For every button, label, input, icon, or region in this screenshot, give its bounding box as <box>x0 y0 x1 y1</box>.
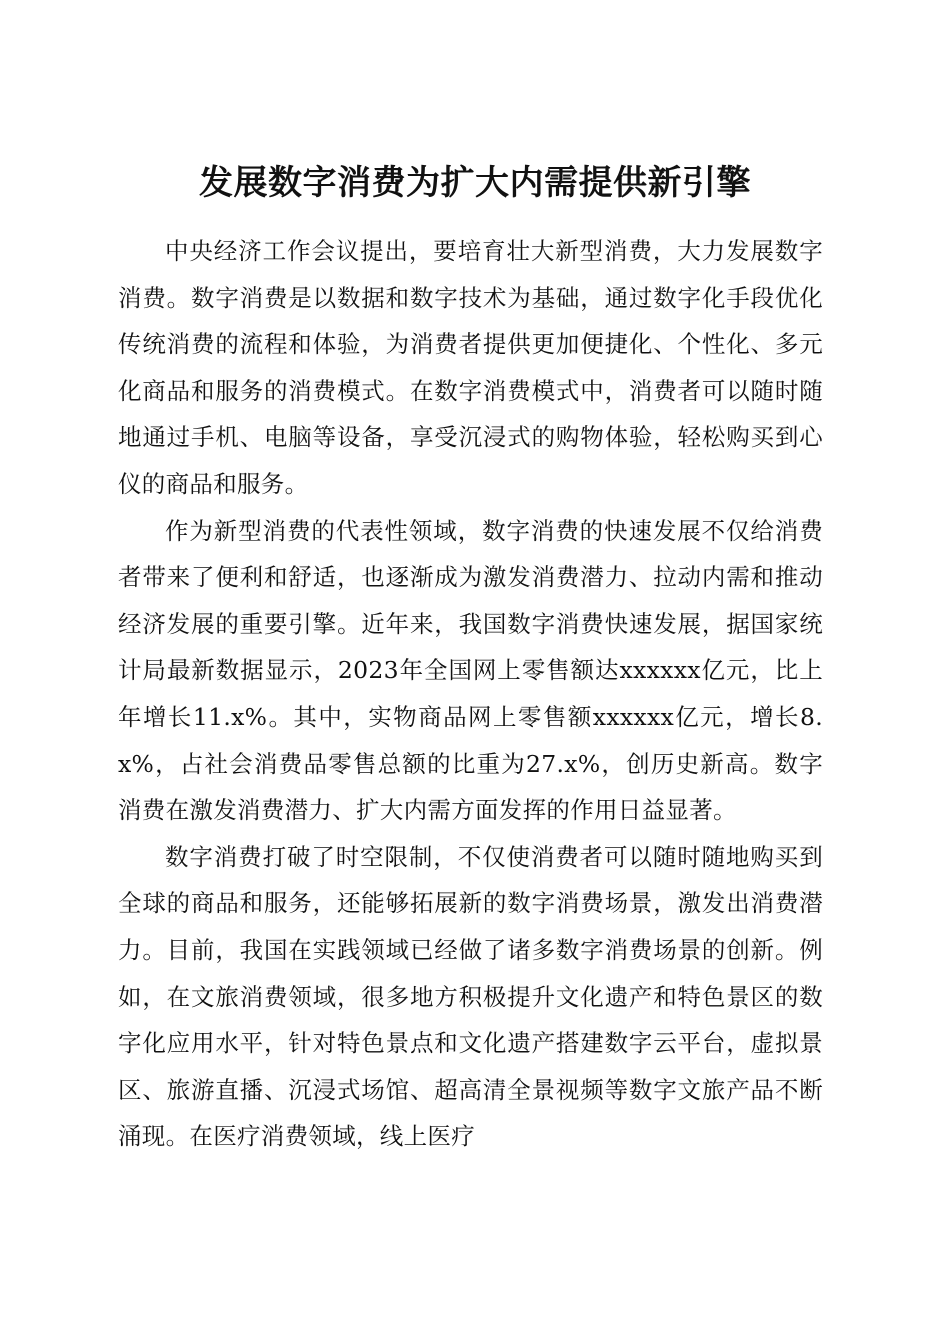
document-title: 发展数字消费为扩大内需提供新引擎 <box>199 162 751 203</box>
document-body <box>118 228 823 1160</box>
paragraph-3: 数字消费打破了时空限制，不仅使消费者可以随时随地购买到全球的商品和服务，还能够拓展新的数字消费场景，激发出消费潜力。目前，我国在实践领域已经做了诸多数字消费场景的创新。例如，在文旅消费领域，很多地方积极提升文化遗产和特色景区的数字化应用水平，针对特色景点和文化遗产搭建数字云平台，虚拟景区、旅游直播、沉浸式场馆、超高清全景视频等数字文旅产品不断涌现。在医疗消费领域，线上医疗 <box>118 842 823 1151</box>
paragraph-2: 作为新型消费的代表性领域，数字消费的快速发展不仅给消费者带来了便利和舒适，也逐渐成为激发消费潜力、拉动内需和推动经济发展的重要引擎。近年来，我国数字消费快速发展，据国家统计局最新数据显示，2023年全国网上零售额达xxxxxx亿元，比上年增长11.x%。其中，实物商品网上零售额xxxxxx亿元，增长8.x%，占社会消费品零售总额的比重为27.x%，创历史新高。数字消费在激发消费潜力、扩大内需方面发挥的作用日益显著。 <box>118 516 823 825</box>
paragraph-1: 中央经济工作会议提出，要培育壮大新型消费，大力发展数字消费。数字消费是以数据和数字技术为基础，通过数字化手段优化传统消费的流程和体验，为消费者提供更加便捷化、个性化、多元化商品和服务的消费模式。在数字消费模式中，消费者可以随时随地通过手机、电脑等设备，享受沉浸式的购物体验，轻松购买到心仪的商品和服务。 <box>118 237 823 498</box>
